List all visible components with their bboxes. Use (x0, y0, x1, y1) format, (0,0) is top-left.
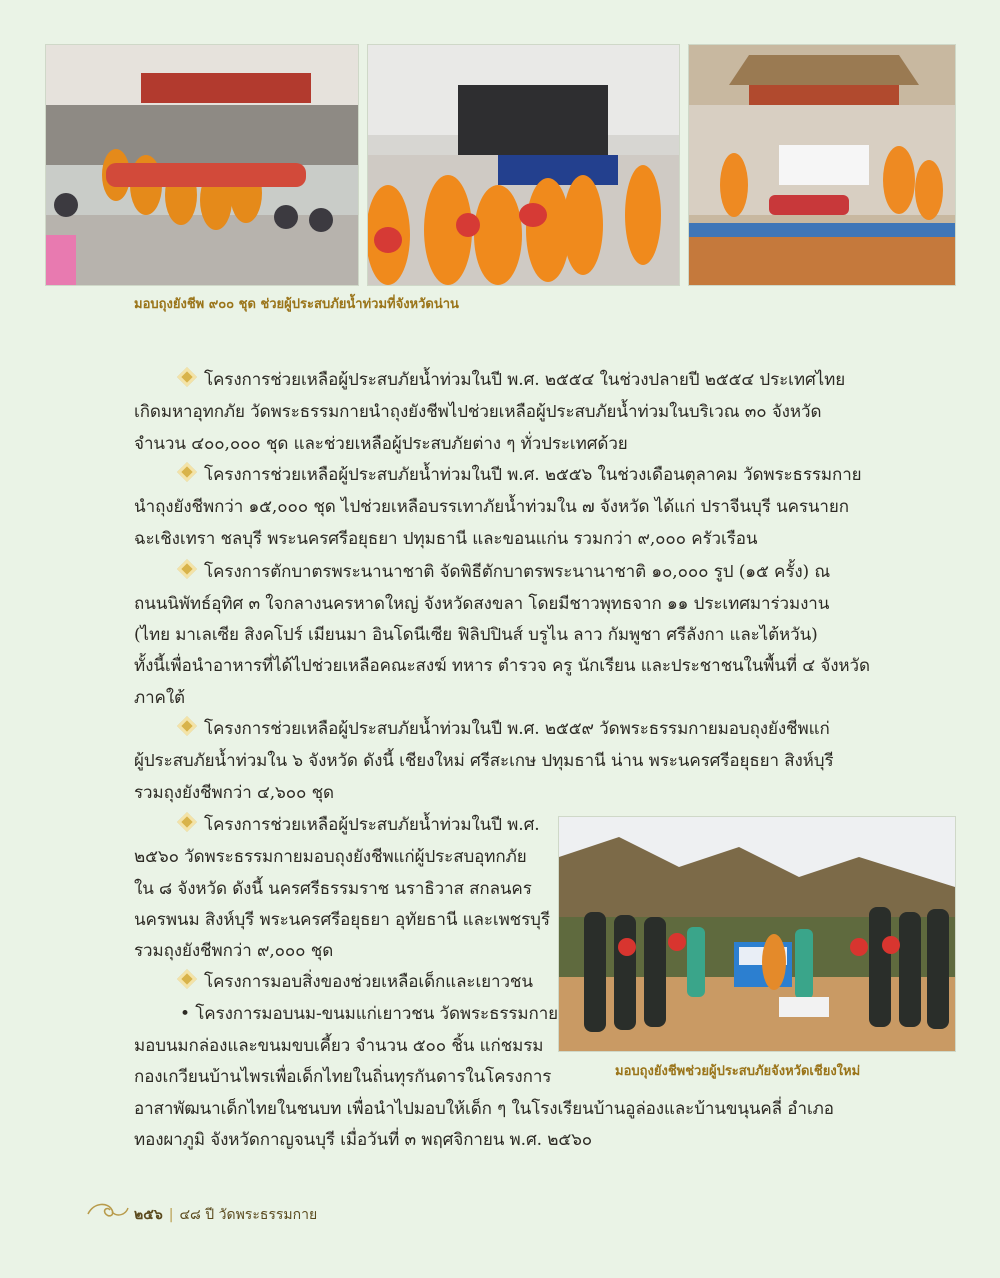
paragraph-flood-2554-line-3: จำนวน ๔๐๐,๐๐๐ ชุด และช่วยเหลือผู้ประสบภัยต่าง ๆ ทั่วประเทศด้วย (134, 434, 628, 454)
ornament-swirl-icon (86, 1200, 130, 1222)
photo-top-middle-image (368, 45, 679, 285)
paragraph-flood-2556-line-3: ฉะเชิงเทรา ชลบุรี พระนครศรีอยุธยา ปทุมธานี และขอนแก่น รวมกว่า ๙,๐๐๐ ครัวเรือน (134, 529, 758, 549)
paragraph-alms-line-1: โครงการตักบาตรพระนานาชาติ จัดพิธีตักบาตรพระนานาชาติ ๑๐,๐๐๐ รูป (๑๕ ครั้ง) ณ (180, 560, 830, 585)
paragraph-flood-2559-line-1: โครงการช่วยเหลือผู้ประสบภัยน้ำท่วมในปี พ.ศ. ๒๕๕๙ วัดพระธรรมกายมอบถุงยังชีพแก่ (180, 717, 830, 742)
paragraph-milk-line-1: • โครงการมอบนม-ขนมแก่เยาวชน วัดพระธรรมกาย (180, 1004, 559, 1024)
paragraph-milk-line-3: กองเกวียนบ้านไพรเพื่อเด็กไทยในถิ่นทุรกันดารในโครงการ (134, 1067, 552, 1087)
diamond-bullet-icon (177, 716, 197, 736)
page-footer (88, 1204, 317, 1226)
paragraph-flood-2560-line-1: โครงการช่วยเหลือผู้ประสบภัยน้ำท่วมในปี พ.ศ. (180, 813, 540, 838)
paragraph-flood-2560-line-2: ๒๕๖๐ วัดพระธรรมกายมอบถุงยังชีพแก่ผู้ประสบอุทกภัย (134, 847, 527, 867)
photo-chiangmai-image (559, 817, 955, 1051)
paragraph-alms-line-3: (ไทย มาเลเซีย สิงคโปร์ เมียนมา อินโดนีเซีย ฟิลิปปินส์ บรูไน ลาว กัมพูชา ศรีลังกา และไต้หวัน) (134, 625, 818, 645)
paragraph-flood-2559-line-2: ผู้ประสบภัยน้ำท่วมใน ๖ จังหวัด ดังนี้ เชียงใหม่ ศรีสะเกษ ปทุมธานี น่าน พระนครศรีอยุธยา สิงห์บุรี (134, 751, 834, 771)
paragraph-milk-line-2: มอบนมกล่องและขนมขบเคี้ยว จำนวน ๕๐๐ ชิ้น แก่ชมรม (134, 1036, 544, 1056)
diamond-bullet-icon (177, 969, 197, 989)
diamond-bullet-icon (177, 462, 197, 482)
paragraph-youth-heading: โครงการมอบสิ่งของช่วยเหลือเด็กและเยาวชน (180, 970, 533, 995)
paragraph-flood-2560-line-4: นครพนม สิงห์บุรี พระนครศรีอยุธยา อุทัยธานี และเพชรบุรี (134, 910, 550, 930)
footer-separator: | (168, 1207, 174, 1223)
diamond-bullet-icon (177, 812, 197, 832)
diamond-bullet-icon (177, 559, 197, 579)
paragraph-alms-line-5: ภาคใต้ (134, 688, 185, 708)
diamond-bullet-icon (177, 367, 197, 387)
photo-chiangmai (558, 816, 956, 1052)
photo-top-right-image (689, 45, 955, 285)
paragraph-flood-2560-line-5: รวมถุงยังชีพกว่า ๙,๐๐๐ ชุด (134, 941, 334, 961)
photo-top-left-image (46, 45, 358, 285)
paragraph-flood-2554-line-2: เกิดมหาอุทกภัย วัดพระธรรมกายนำถุงยังชีพไปช่วยเหลือผู้ประสบภัยน้ำท่วมในบริเวณ ๓๐ จังหวัด (134, 402, 822, 422)
photo-top-left (45, 44, 359, 286)
paragraph-flood-2556-line-2: นำถุงยังชีพกว่า ๑๕,๐๐๐ ชุด ไปช่วยเหลือบรรเทาภัยน้ำท่วมใน ๗ จังหวัด ได้แก่ ปราจีนบุรี นครนายก (134, 497, 849, 517)
book-title: ๔๘ ปี วัดพระธรรมกาย (179, 1207, 318, 1223)
paragraph-milk-line-5: ทองผาภูมิ จังหวัดกาญจนบุรี เมื่อวันที่ ๓ พฤศจิกายน พ.ศ. ๒๕๖๐ (134, 1130, 593, 1150)
paragraph-milk-line-4: อาสาพัฒนาเด็กไทยในชนบท เพื่อนำไปมอบให้เด็ก ๆ ในโรงเรียนบ้านอูล่องและบ้านขนุนคลี่ อำเภอ (134, 1099, 834, 1119)
paragraph-flood-2556-line-1: โครงการช่วยเหลือผู้ประสบภัยน้ำท่วมในปี พ.ศ. ๒๕๕๖ ในช่วงเดือนตุลาคม วัดพระธรรมกาย (180, 463, 862, 488)
paragraph-flood-2559-line-3: รวมถุงยังชีพกว่า ๔,๖๐๐ ชุด (134, 783, 334, 803)
paragraph-alms-line-2: ถนนนิพัทธ์อุทิศ ๓ ใจกลางนครหาดใหญ่ จังหวัดสงขลา โดยมีชาวพุทธจาก ๑๑ ประเทศมาร่วมงาน (134, 594, 830, 614)
paragraph-flood-2554-line-1: โครงการช่วยเหลือผู้ประสบภัยน้ำท่วมในปี พ.ศ. ๒๕๕๔ ในช่วงปลายปี ๒๕๕๔ ประเทศไทย (180, 368, 845, 393)
caption-chiangmai-photo: มอบถุงยังชีพช่วยผู้ประสบภัยจังหวัดเชียงใหม่ (615, 1064, 861, 1079)
photo-top-middle (367, 44, 680, 286)
paragraph-alms-line-4: ทั้งนี้เพื่อนำอาหารที่ได้ไปช่วยเหลือคณะสงฆ์ ทหาร ตำรวจ ครู นักเรียน และประชาชนในพื้นที่ ๔ จังหวัด (134, 656, 870, 676)
paragraph-flood-2560-line-3: ใน ๘ จังหวัด ดังนี้ นครศรีธรรมราช นราธิวาส สกลนคร (134, 879, 532, 899)
page-number: ๒๕๖ (134, 1207, 163, 1223)
caption-top-photos: มอบถุงยังชีพ ๙๐๐ ชุด ช่วยผู้ประสบภัยน้ำท่วมที่จังหวัดน่าน (134, 297, 459, 312)
photo-top-right (688, 44, 956, 286)
